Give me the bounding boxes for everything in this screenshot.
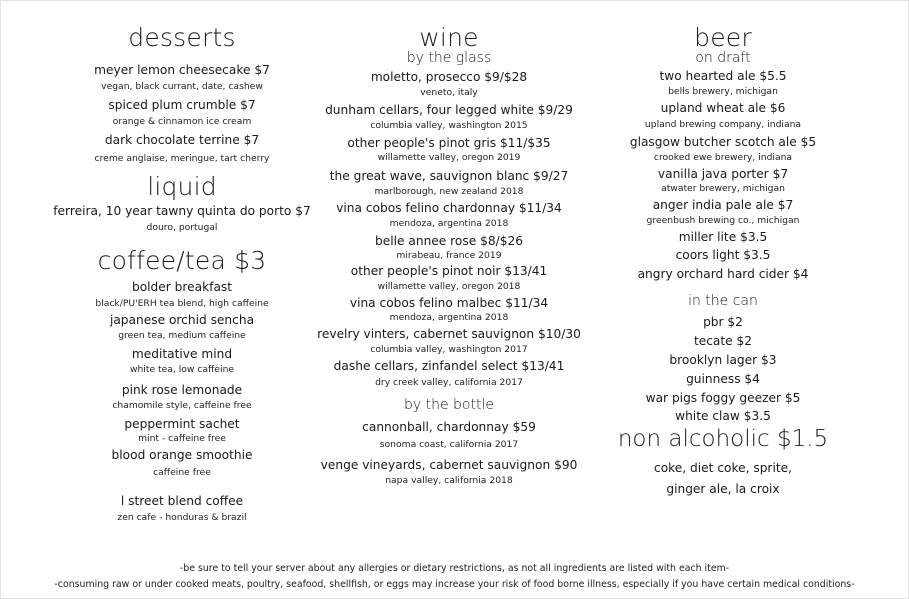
wine-glass-item-desc: dry creek valley, california 2017 (375, 377, 523, 388)
wine-bottle-item-desc: napa valley, california 2018 (385, 475, 513, 486)
wine-glass-item-name: vina cobos felino chardonnay $11/34 (336, 201, 562, 215)
draft-item-name: upland wheat ale $6 (660, 101, 786, 115)
can-item: guinness $4 (686, 372, 760, 386)
wine-glass-item-name: other people's pinot gris $11/$35 (347, 136, 551, 150)
desserts-heading: desserts (128, 23, 236, 52)
coffee-tea-item-desc: black/PU'ERH tea blend, high caffeine (95, 298, 269, 309)
can-item: pbr $2 (703, 315, 743, 329)
draft-item-name: coors light $3.5 (675, 248, 771, 262)
dessert-item-desc: vegan, black currant, date, cashew (101, 81, 263, 92)
coffee-tea-item-desc: chamomile style, caffeine free (112, 400, 252, 411)
wine-glass-item-desc: mendoza, argentina 2018 (389, 218, 509, 229)
wine-bottle-item-name: cannonball, chardonnay $59 (362, 420, 536, 434)
wine-glass-item-name: belle annee rose $8/$26 (375, 234, 523, 248)
coffee-tea-item-desc: caffeine free (153, 467, 211, 478)
draft-item-desc: greenbush brewing co., michigan (646, 215, 800, 226)
draft-item-desc: bells brewery, michigan (668, 86, 778, 97)
beer-heading: beer (694, 23, 752, 52)
wine-glass-item-desc: columbia valley, washington 2017 (370, 344, 528, 355)
draft-item-name: glasgow butcher scotch ale $5 (629, 135, 817, 149)
dessert-item-desc: orange & cinnamon ice cream (112, 116, 252, 127)
draft-item-desc: upland brewing company, indiana (644, 119, 802, 130)
coffee-tea-item-desc: mint - caffeine free (138, 433, 226, 444)
on-draft-heading: on draft (695, 50, 751, 66)
dessert-item-desc: creme anglaise, meringue, tart cherry (94, 153, 270, 164)
non-alcoholic-line: ginger ale, la croix (666, 482, 780, 496)
coffee-tea-item-name: bolder breakfast (131, 280, 233, 294)
footer-notes (1, 561, 908, 593)
wine-glass-item-desc: willamette valley, oregon 2019 (377, 152, 521, 163)
dessert-item-name: dark chocolate terrine $7 (104, 133, 260, 147)
draft-item-name: vanilla java porter $7 (657, 167, 789, 181)
coffee-tea-item-name: japanese orchid sencha (109, 313, 255, 327)
wine-bottle-item-desc: sonoma coast, california 2017 (379, 439, 519, 450)
in-the-can-heading: in the can (688, 293, 758, 309)
allergy-note: -be sure to tell your server about any allergies or dietary restrictions, as not all ingredients are listed with each item- (179, 563, 730, 574)
coffee-tea-item-name: pink rose lemonade (121, 383, 243, 397)
liquid-item-name: ferreira, 10 year tawny quinta do porto $7 (53, 204, 311, 218)
draft-item-name: two hearted ale $5.5 (659, 69, 787, 83)
liquid-heading: liquid (147, 172, 217, 201)
wine-glass-item-name: dunham cellars, four legged white $9/29 (325, 103, 573, 117)
draft-item-desc: atwater brewery, michigan (661, 183, 785, 194)
wine-glass-item-desc: mirabeau, france 2019 (396, 250, 502, 261)
can-item: white claw $3.5 (675, 409, 771, 423)
by-the-glass-heading: by the glass (406, 50, 492, 66)
coffee-tea-item-name: l street blend coffee (120, 494, 244, 508)
dessert-item-name: spiced plum crumble $7 (108, 98, 256, 112)
wine-glass-item-name: other people's pinot noir $13/41 (350, 264, 548, 278)
non-alcoholic-line: coke, diet coke, sprite, (654, 461, 792, 475)
coffee-tea-item-desc: green tea, medium caffeine (118, 330, 246, 341)
draft-item-name: angry orchard hard cider $4 (637, 267, 809, 281)
can-item: war pigs foggy geezer $5 (645, 391, 801, 405)
draft-item-desc: crooked ewe brewery, indiana (653, 152, 793, 163)
draft-item-name: miller lite $3.5 (678, 230, 768, 244)
draft-item-name: anger india pale ale $7 (652, 198, 794, 212)
wine-heading: wine (419, 23, 479, 52)
non-alcoholic-heading: non alcoholic $1.5 (617, 426, 829, 452)
coffee-tea-item-desc: zen cafe - honduras & brazil (117, 512, 247, 523)
wine-glass-item-name: the great wave, sauvignon blanc $9/27 (329, 169, 569, 183)
wine-bottle-item-name: venge vineyards, cabernet sauvignon $90 (320, 458, 578, 472)
coffee-tea-item-desc: white tea, low caffeine (129, 364, 235, 375)
wine-glass-item-desc: veneto, italy (420, 87, 478, 98)
can-item: brooklyn lager $3 (669, 353, 777, 367)
coffee-tea-item-name: blood orange smoothie (111, 448, 253, 462)
wine-glass-item-name: dashe cellars, zinfandel select $13/41 (333, 359, 565, 373)
liquid-item-desc: douro, portugal (146, 222, 218, 233)
wine-glass-item-desc: mendoza, argentina 2018 (389, 312, 509, 323)
wine-glass-item-name: vina cobos felino malbec $11/34 (349, 296, 549, 310)
coffee-tea-item-name: peppermint sachet (124, 417, 240, 431)
dessert-item-name: meyer lemon cheesecake $7 (94, 63, 270, 77)
wine-glass-item-desc: willamette valley, oregon 2018 (377, 281, 521, 292)
can-item: tecate $2 (693, 334, 753, 348)
coffee-tea-heading: coffee/tea $3 (97, 246, 267, 275)
by-the-bottle-heading: by the bottle (404, 397, 494, 413)
wine-glass-item-name: moletto, prosecco $9/$28 (370, 70, 528, 84)
coffee-tea-item-name: meditative mind (131, 347, 233, 361)
wine-glass-item-name: revelry vinters, cabernet sauvignon $10/30 (317, 327, 581, 341)
wine-glass-item-desc: columbia valley, washington 2015 (370, 120, 528, 131)
food-safety-note: -consuming raw or under cooked meats, poultry, seafood, shellfish, or eggs may increase your risk of food borne illness, especially if you have certain medical conditions- (54, 579, 855, 590)
wine-glass-item-desc: marlborough, new zealand 2018 (374, 186, 524, 197)
